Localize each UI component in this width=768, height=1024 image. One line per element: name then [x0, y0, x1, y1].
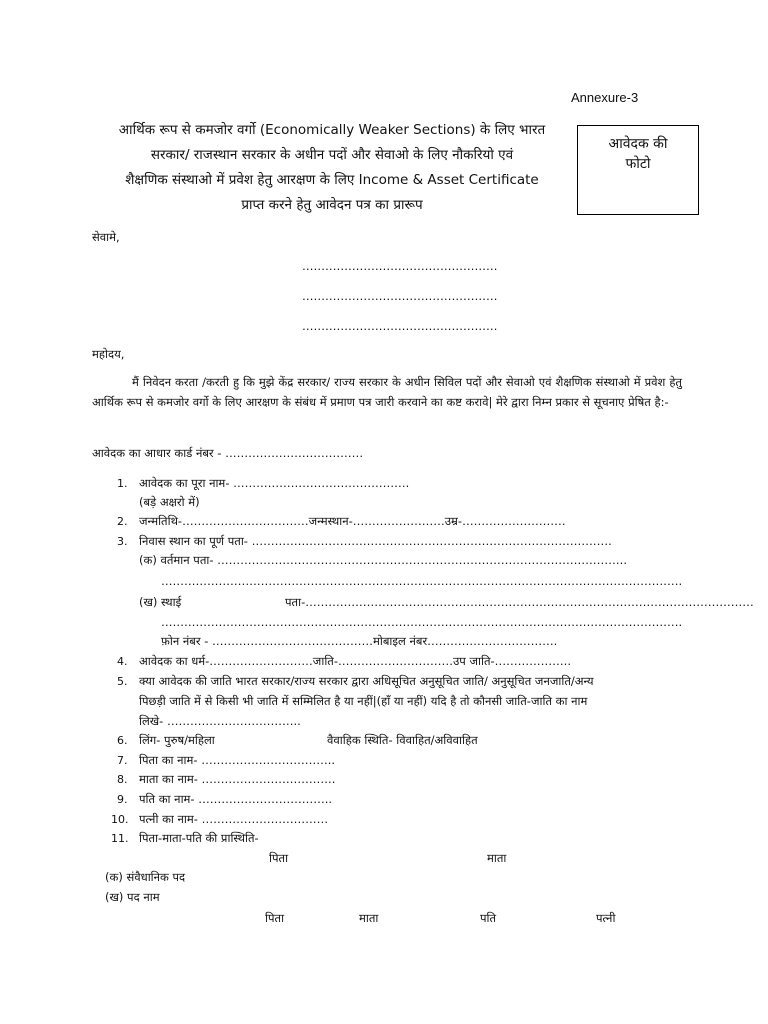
item-number-4: 4.	[117, 655, 128, 668]
item-number-8: 8.	[117, 773, 128, 786]
bottom-header-father: पिता	[265, 911, 285, 925]
annexure-label: Annexure-3	[571, 90, 639, 105]
item-8-mother-name: माता का नाम- ……………………………..	[139, 772, 336, 786]
item-3-permanent-address: पता-………………………………………………………………………………………………………	[285, 595, 754, 609]
title-line-3: शैक्षणिक संस्थाओ में प्रवेश हेतु आरक्षण के लिए Income & Asset Certificate	[125, 172, 539, 188]
item-number-7: 7.	[117, 754, 128, 767]
item-number-10: 10.	[111, 813, 129, 826]
bottom-header-mother: माता	[359, 911, 379, 925]
item-number-5: 5.	[117, 675, 128, 688]
item-3-current-address-continued: ……………………………………………………………………………………………………………………….	[161, 574, 683, 588]
item-3-permanent-label: (ख) स्थाई	[139, 595, 182, 609]
item-5-line-2: पिछड़ी जाति में से किसी भी जाति में सम्मिलित है या नहीं|(हाँ या नहीं) यदि है तो कौनसी जाति-जाति का नाम	[139, 694, 588, 708]
item-number-9: 9.	[117, 793, 128, 806]
item-1-full-name: आवेदक का पूरा नाम- ……………………………………….	[139, 476, 410, 490]
item-number-6: 6.	[117, 734, 128, 747]
item-6-gender: लिंग- पुरुष/महिला	[139, 733, 215, 747]
salutation: सेवामे,	[92, 230, 120, 244]
paragraph-text: मैं निवेदन करता /करती हु कि मुझे केंद्र सरकार/ राज्य सरकार के अधीन सिविल पदों और सेवाओ एवं शैक्षणिक संस्थाओ में प्रवेश हेतु आर्थिक रूप से कमजोर वर्गो के लिए आरक्षण के संबंध में प्रमाण पत्र जारी करवाने का कष्ट करावे| मेरे द्वारा निम्न प्रकार से सूचनाए प्रेषित है:-	[92, 375, 682, 409]
mahoday-text: महोदय,	[92, 347, 125, 361]
status-header-father: पिता	[269, 851, 289, 865]
item-7-father-name: पिता का नाम- ……………………………..	[139, 753, 336, 767]
item-9-husband-name: पति का नाम- ……………………………..	[139, 792, 333, 806]
status-row-constitutional-post: (क) संवैधानिक पद	[105, 870, 186, 884]
photo-box	[577, 125, 699, 215]
item-5-line-3: लिखे- ……………………………..	[139, 714, 301, 728]
item-number-1: 1.	[117, 477, 128, 490]
item-number-2: 2.	[117, 515, 128, 528]
request-paragraph	[92, 372, 682, 412]
item-3-address: निवास स्थान का पूर्ण पता- ………………………………………………………………………………….	[139, 534, 612, 548]
status-row-post-name: (ख) पद नाम	[105, 890, 160, 904]
aadhaar-line: आवेदक का आधार कार्ड नंबर - ………………………………	[92, 446, 364, 460]
phone-mobile-line: फ़ोन नंबर - ……………………………………मोबाइल नंबर…………………………….	[161, 634, 558, 648]
item-3-current-address: (क) वर्तमान पता- ……………………………………………………………………………………………..	[139, 553, 627, 567]
address-line-3: ……………………………………………	[302, 319, 498, 333]
title-line-2: सरकार/ राजस्थान सरकार के अधीन पदों और सेवाओ के लिए नौकरियो एवं	[150, 147, 514, 163]
title-line-4: प्राप्त करने हेतु आवेदन पत्र का प्रारूप	[241, 197, 423, 213]
bottom-header-husband: पति	[480, 911, 497, 925]
address-line-1: ……………………………………………	[302, 259, 498, 273]
item-3-permanent-address-continued: ……………………………………………………………………………………………………………………….	[161, 615, 683, 629]
bottom-header-wife: पत्नी	[596, 911, 616, 925]
title-line-1: आर्थिक रूप से कमजोर वर्गो (Economically Weaker Sections) के लिए भारत	[118, 122, 546, 138]
item-number-3: 3.	[117, 535, 128, 548]
status-header-mother: माता	[487, 851, 507, 865]
item-number-11: 11.	[111, 832, 129, 845]
address-line-2: ……………………………………………	[302, 289, 498, 303]
item-1-note: (बड़े अक्षरो में)	[139, 495, 200, 509]
form-title	[84, 118, 580, 218]
item-6-marital-status: वैवाहिक स्थिति- विवाहित/अविवाहित	[327, 733, 478, 747]
photo-box-line-2: फोटो	[625, 156, 651, 172]
item-4-religion-caste: आवेदक का धर्म-………………………जाति-…………………………उप जाति-………………..	[139, 654, 571, 668]
item-11-status: पिता-माता-पति की प्रास्थिति-	[139, 831, 259, 845]
item-10-wife-name: पत्नी का नाम- ……………………………	[139, 812, 329, 826]
item-2-birth-details: जन्मतिथि-……………………………जन्मस्थान-……………………उम्र-………………………	[139, 514, 566, 528]
photo-box-line-1: आवेदक की	[608, 136, 668, 152]
item-5-line-1: क्या आवेदक की जाति भारत सरकार/राज्य सरकार द्वारा अधिसूचित अनुसूचित जाति/ अनुसूचित जनजाति/अन्य	[139, 674, 594, 688]
